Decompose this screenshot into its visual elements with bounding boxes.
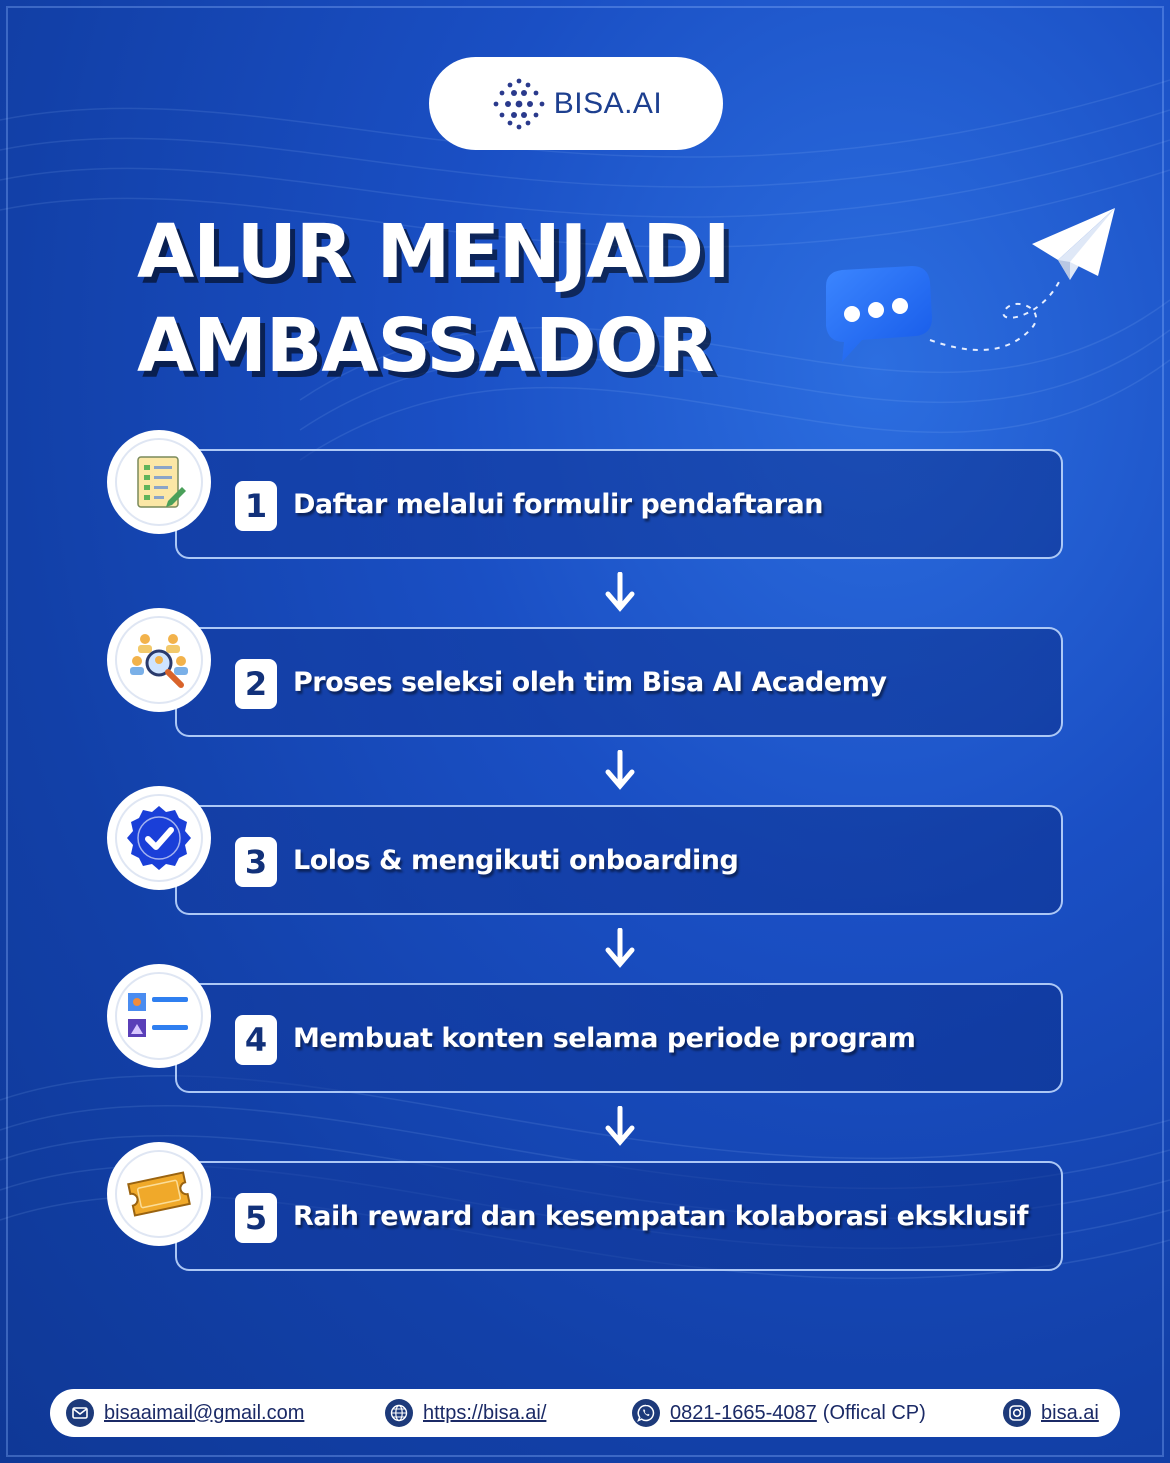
phone-link[interactable]: 0821-1665-4087 xyxy=(670,1401,817,1424)
step-number-5: 5 xyxy=(235,1193,277,1243)
step-text-2: Proses seleksi oleh tim Bisa AI Academy xyxy=(293,666,887,698)
instagram-icon xyxy=(1003,1399,1031,1427)
contact-email[interactable] xyxy=(66,1389,304,1437)
step-icon-circle-5 xyxy=(107,1142,211,1246)
globe-icon xyxy=(385,1399,413,1427)
page-title xyxy=(137,205,730,393)
instagram-link[interactable]: bisa.ai xyxy=(1041,1401,1099,1424)
content-list-icon xyxy=(126,989,192,1043)
step-icon-circle-4 xyxy=(107,964,211,1068)
step-card-4 xyxy=(175,983,1063,1093)
step-number-4: 4 xyxy=(235,1015,277,1065)
step-card-3 xyxy=(175,805,1063,915)
email-link[interactable]: bisaaimail@gmail.com xyxy=(104,1401,305,1424)
contact-instagram[interactable] xyxy=(1003,1389,1099,1437)
bisa-ai-logo-icon xyxy=(490,75,548,133)
contact-footer xyxy=(50,1389,1120,1437)
title-line-2: AMBASSADOR xyxy=(137,303,714,389)
arrow-down-icon xyxy=(604,572,636,612)
step-number-3: 3 xyxy=(235,837,277,887)
ticket-icon xyxy=(125,1166,193,1222)
paper-plane-icon xyxy=(920,200,1120,360)
verified-check-icon xyxy=(124,803,194,873)
form-checklist-icon xyxy=(128,451,190,513)
arrow-down-icon xyxy=(604,928,636,968)
title-line-1: ALUR MENJADI xyxy=(137,209,730,295)
step-icon-circle-2 xyxy=(107,608,211,712)
contact-website[interactable] xyxy=(385,1389,546,1437)
step-card-2 xyxy=(175,627,1063,737)
step-number-2: 2 xyxy=(235,659,277,709)
step-text-3: Lolos & mengikuti onboarding xyxy=(293,844,739,876)
step-text-4: Membuat konten selama periode program xyxy=(293,1022,916,1054)
contact-phone[interactable] xyxy=(632,1389,926,1437)
arrow-down-icon xyxy=(604,1106,636,1146)
step-text-5: Raih reward dan kesempatan kolaborasi eksklusif xyxy=(293,1200,1028,1232)
brand-name: BISA.AI xyxy=(553,86,663,120)
phone-note: (Offical CP) xyxy=(822,1401,926,1424)
step-card-1 xyxy=(175,449,1063,559)
people-search-icon xyxy=(127,629,191,691)
website-link[interactable]: https://bisa.ai/ xyxy=(423,1401,547,1424)
step-card-5 xyxy=(175,1161,1063,1271)
step-icon-circle-3 xyxy=(107,786,211,890)
chat-bubble-icon xyxy=(812,266,936,366)
brand-logo-pill xyxy=(429,57,723,150)
step-icon-circle-1 xyxy=(107,430,211,534)
step-number-1: 1 xyxy=(235,481,277,531)
step-text-1: Daftar melalui formulir pendaftaran xyxy=(293,488,824,520)
email-icon xyxy=(66,1399,94,1427)
whatsapp-icon xyxy=(632,1399,660,1427)
arrow-down-icon xyxy=(604,750,636,790)
